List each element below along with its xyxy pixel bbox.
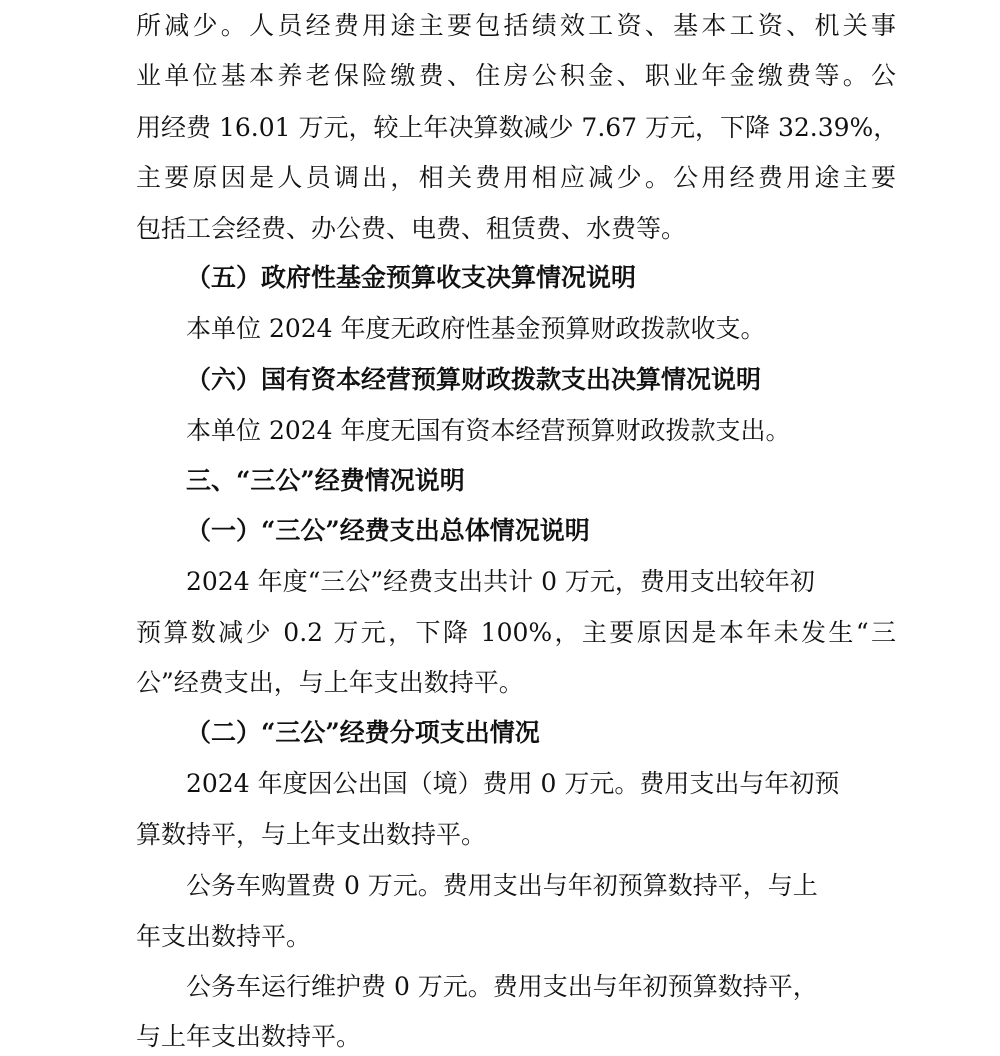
chapter-heading: 三、“三公”经费情况说明 — [186, 466, 465, 495]
paragraph-line: 业单位基本养老保险缴费、住房公积金、职业年金缴费等。公 — [136, 61, 896, 90]
paragraph-line: 所减少。人员经费用途主要包括绩效工资、基本工资、机关事 — [136, 11, 896, 40]
paragraph-line: 与上年支出数持平。 — [136, 1022, 362, 1051]
paragraph-line: 公务车购置费 0 万元。费用支出与年初预算数持平，与上 — [186, 871, 818, 900]
paragraph-line: 年支出数持平。 — [136, 922, 312, 951]
paragraph-line: 本单位 2024 年度无政府性基金预算财政拨款收支。 — [186, 314, 766, 343]
paragraph-line: 主要原因是人员调出，相关费用相应减少。公用经费用途主要 — [136, 163, 896, 192]
section-heading: （二）“三公”经费分项支出情况 — [186, 718, 540, 747]
section-heading: （五）政府性基金预算收支决算情况说明 — [186, 263, 637, 292]
paragraph-line: 用经费 16.01 万元，较上年决算数减少 7.67 万元，下降 32.39%， — [136, 113, 899, 142]
paragraph-line: 2024 年度“三公”经费支出共计 0 万元，费用支出较年初 — [186, 567, 815, 596]
paragraph-line: 包括工会经费、办公费、电费、租赁费、水费等。 — [136, 214, 687, 243]
paragraph-line: 本单位 2024 年度无国有资本经营预算财政拨款支出。 — [186, 416, 791, 445]
paragraph-line: 2024 年度因公出国（境）费用 0 万元。费用支出与年初预 — [186, 769, 840, 798]
section-heading: （一）“三公”经费支出总体情况说明 — [186, 516, 590, 545]
paragraph-line: 公”经费支出，与上年支出数持平。 — [136, 668, 524, 697]
section-heading: （六）国有资本经营预算财政拨款支出决算情况说明 — [186, 365, 762, 394]
paragraph-line: 预算数减少 0.2 万元，下降 100%，主要原因是本年未发生“三 — [136, 618, 896, 647]
paragraph-line: 公务车运行维护费 0 万元。费用支出与年初预算数持平， — [186, 972, 818, 1001]
paragraph-line: 算数持平，与上年支出数持平。 — [136, 820, 487, 849]
